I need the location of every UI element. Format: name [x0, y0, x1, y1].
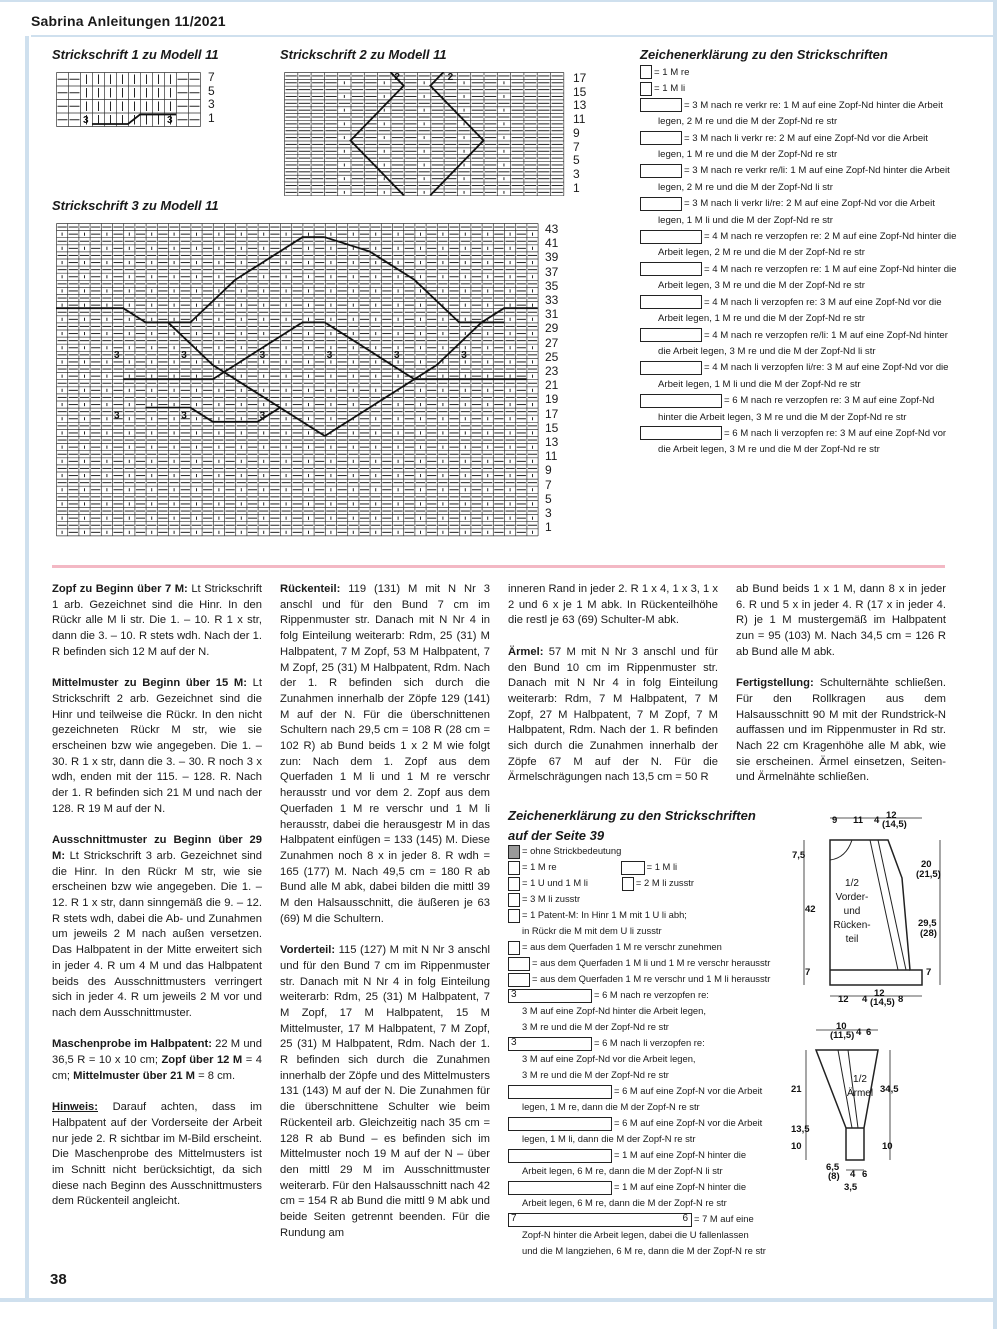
p2tog-icon [622, 877, 634, 891]
legend1-item [640, 393, 960, 409]
row-number: 5 [573, 153, 580, 168]
legend1-text-cont: hinter die Arbeit legen, 3 M re und die M der Zopf-Nd re str [658, 411, 907, 423]
chart2-title: Strickschrift 2 zu Modell 11 [280, 47, 447, 62]
cable-8-label-7: 7 [511, 1212, 517, 1224]
body-top-4: 4 [874, 815, 880, 826]
sleeve-right-10: 10 [882, 1141, 893, 1152]
legend1-text-cont: Arbeit legen, 1 M re und die M der Zopf-Nd re str [658, 313, 865, 325]
legend2-c7c-1: = 1 M auf eine Zopf-N hinter die [614, 1149, 747, 1160]
ausschnitt-heading: Ausschnittmuster zu Beginn über 29 M: [52, 834, 262, 862]
row-number: 11 [545, 449, 558, 464]
body-right-29-5: 29,5 [918, 918, 937, 929]
legend1-item [640, 65, 960, 81]
legend-symbol-icon [640, 131, 682, 145]
chart1-gridlines [57, 73, 201, 127]
maschenprobe-text-b: = 4 cm; [52, 1054, 262, 1082]
legend-symbol-icon [640, 328, 702, 342]
row-number: 3 [573, 166, 580, 181]
cable-6-left-label: 3 [511, 1036, 517, 1048]
legend2-c6r-3: 3 M re und die M der Zopf-Nd re str [522, 1021, 669, 1032]
legend2-title-line2: auf der Seite 39 [508, 828, 605, 843]
chart3-cable-4 [146, 237, 325, 322]
maschenprobe-text-c: = 8 cm. [195, 1069, 236, 1082]
row-number: 17 [545, 406, 559, 421]
row-number: 43 [545, 222, 559, 236]
sleeve-label-2: Ärmel [846, 1088, 874, 1099]
maschenprobe-text-a: 22 M und 36,5 R = 10 x 10 cm; [52, 1038, 262, 1067]
chart1-title: Strickschrift 1 zu Modell 11 [52, 47, 219, 62]
legend-symbol-icon [640, 98, 682, 112]
sleeve-bottom-6: 6 [862, 1169, 868, 1180]
legend1-item [640, 229, 960, 245]
sleeve-bottom-3-5: 3,5 [844, 1182, 858, 1193]
body-right-20: 20 [921, 859, 932, 870]
vorderteil-text: 115 (127) M mit N Nr 3 anschl und für den Bund 7 cm im Rippenmuster str. Danach mit N Nr 4 in folg Einteilung weiterarb: Rdm, 25 (31) M Halbpatent, 7 M Zopf, 17 M Halbpatent, 15 M Mittelmuster, 17 M Halbpatent, 7 M Zopf, 25 (31) M Halbpatent, Rdm. Nach der 1. R befinden sich durch die Zunahmen innerhalb der Zöpfe und des Mittelmusters 131 (143) M auf der N. Die Zunahmen für die überschnittene Schulter wie beim Rückenteil arb. Gleichzeitig nach 35 cm = 128 R ab Bund – es befinden sich im Mittelmuster noch 19 M auf der N – über den mittl 29 M im Ausschnittmuster weiterarb. Für den Halsausschnitt nach 42 cm = 154 R ab Bund die mittl 9 M abk und beide Seiten getrennt beenden. Für die Rundung am [280, 944, 490, 1239]
body-right-28: (28) [920, 928, 937, 939]
chart2-row-numbers [573, 71, 603, 201]
legend2-title-line1: Zeichenerklärung zu den Strickschriften [508, 808, 756, 823]
legend2-grey: = ohne Strickbedeutung [522, 845, 622, 856]
legend2 [508, 843, 773, 1259]
maschenprobe-bold-2: Mittelmuster über 21 M [73, 1069, 195, 1082]
legend2-c8-2: Zopf-N hinter die Arbeit legen, dabei die U fallenlassen [522, 1229, 749, 1240]
chart3-cable-label: 3 [181, 349, 187, 361]
legend2-c6r-2: 3 M auf eine Zopf-Nd hinter die Arbeit legen, [522, 1005, 706, 1016]
body-left-7-5: 7,5 [792, 850, 806, 861]
body-top-11: 11 [853, 815, 864, 826]
chart3-cable-2 [325, 308, 538, 436]
row-number: 1 [208, 110, 215, 125]
row-number: 11 [573, 112, 586, 127]
legend1-text-cont: Arbeit legen, 3 M re und die M der Zopf-Nd re str [658, 280, 865, 292]
legend2-q2: = aus dem Querfaden 1 M li und 1 M re verschr herausstr [532, 957, 771, 968]
sleeve-bottom-6-5: 6,5 [826, 1162, 840, 1173]
section-divider [52, 565, 945, 568]
chart2-cable-right [430, 72, 483, 195]
sleeve-bottom-4: 4 [850, 1169, 856, 1180]
row-number: 7 [208, 70, 215, 84]
row-number: 7 [545, 477, 552, 492]
row-number: 19 [545, 392, 559, 407]
legend2-u-m: = 1 U und 1 M li [522, 877, 588, 888]
sleeve-left-13-5: 13,5 [791, 1124, 810, 1135]
row-number: 29 [545, 321, 559, 336]
legend1-item [640, 262, 960, 278]
legend2-c6l-1: = 6 M nach li verzopfen re: [594, 1037, 705, 1048]
legend1-text-cont: die Arbeit legen, 3 M re und die M der Zopf-Nd li str [658, 345, 876, 357]
sleeve-right-34-5: 34,5 [880, 1084, 899, 1095]
chart1-cable-label: 3 [83, 115, 89, 126]
row-number: 3 [208, 97, 215, 111]
legend1-item [640, 81, 960, 97]
body-schematic [790, 810, 950, 1010]
legend1-item [640, 426, 960, 442]
chart2-cable-label: 2 [394, 72, 400, 83]
text-column-3 [508, 582, 718, 802]
legend2-q3: = aus dem Querfaden 1 M re verschr und 1 M li herausstr [532, 973, 771, 984]
knitting-chart-1 [56, 72, 202, 129]
legend2-title [508, 806, 756, 846]
body-label-2: Vorder- [835, 892, 869, 903]
legend1-text: = 4 M nach re verzopfen re: 1 M auf eine Zopf-Nd hinter die [704, 263, 957, 275]
sleeve-label-1: 1/2 [853, 1074, 867, 1085]
legend1-item [640, 295, 960, 311]
legend2-c7c-2: Arbeit legen, 6 M re, dann die M der Zopf-N li str [522, 1165, 723, 1176]
knit-stitch-icon [508, 861, 520, 875]
chart3-cable-1 [56, 308, 325, 436]
row-number: 15 [573, 84, 587, 99]
legend-symbol-icon [640, 295, 702, 309]
sleeve-top-4: 4 [856, 1027, 862, 1038]
legend1-text: = 3 M nach re verkr re/li: 1 M auf eine Zopf-Nd hinter die Arbeit [684, 165, 950, 177]
legend2-c7d-2: Arbeit legen, 6 M re, dann die M der Zopf-N re str [522, 1197, 727, 1208]
rueckenteil-heading: Rückenteil: [280, 583, 341, 595]
chart3-cable-label: 3 [114, 410, 120, 422]
sleeve-top-6: 6 [866, 1027, 872, 1038]
legend1-text: = 3 M nach li verkr li/re: 2 M auf eine Zopf-Nd vor die Arbeit [684, 198, 935, 210]
row-number: 5 [208, 83, 215, 98]
page-frame-right [993, 0, 997, 1329]
cable-7a-icon [508, 1085, 612, 1099]
col4-intro-text: ab Bund beids 1 x 1 M, dann 8 x in jeder 6. R und 5 x in jeder 4. R (17 x in jeder 4. R) je 1 M mustergemäß im Halbpatent zun = 95 (103) M. Nach 34,5 cm = 126 R ab Bund alle M abk. [736, 583, 946, 658]
row-number: 15 [545, 420, 559, 435]
chart3-title: Strickschrift 3 zu Modell 11 [52, 198, 219, 213]
chart3-cable-label: 3 [394, 349, 400, 361]
chart3-cable-label: 3 [114, 349, 120, 361]
legend1-text: = 1 M li [654, 83, 686, 95]
legend1-item [640, 98, 960, 114]
legend2-c8-1: = 7 M auf eine [694, 1213, 754, 1224]
p3tog-icon [508, 893, 520, 907]
chart3-cable-5 [325, 237, 504, 322]
sleeve-schematic [790, 1020, 910, 1195]
legend1-text: = 6 M nach li verzopfen re: 3 M auf eine Zopf-Nd vor [724, 427, 947, 439]
fertigstellung-heading: Fertigstellung: [736, 677, 814, 690]
knitting-chart-3 [56, 223, 539, 537]
legend1-text: = 3 M nach li verkr re: 2 M auf eine Zopf-Nd vor die Arbeit [684, 132, 928, 144]
text-column-4 [736, 582, 946, 802]
knitting-chart-2 [284, 72, 565, 196]
legend1-text-cont: Arbeit legen, 1 M li und die M der Zopf-Nd re str [658, 378, 861, 390]
legend1-text: = 3 M nach re verkr re: 1 M auf eine Zopf-Nd hinter die Arbeit [684, 99, 943, 111]
page-frame-top [0, 0, 997, 2]
legend2-c7d-1: = 1 M auf eine Zopf-N hinter die [614, 1181, 747, 1192]
row-number: 7 [573, 139, 580, 154]
cable-6-right-label: 3 [511, 988, 517, 1000]
row-number: 33 [545, 293, 559, 307]
chart1-row-numbers [208, 70, 238, 130]
legend1-text: = 6 M nach re verzopfen re: 3 M auf eine Zopf-Nd [724, 395, 935, 407]
legend-symbol-icon [640, 361, 702, 375]
legend2-c6r-1: = 6 M nach re verzopfen re: [594, 989, 709, 1000]
fertigstellung-text: Schulternähte schließen. Für den Rollkragen aus dem Halsausschnitt 90 M mit der Rundstrick-N auffassen und im Rippenmuster in Rd str. Nach 22 cm Kragenhöhe alle M abk, wie sie erscheinen. Ärmel einsetzen, Seiten- und Ärmelnähte schließen. [736, 677, 946, 784]
sleeve-top-11-5: (11,5) [830, 1030, 855, 1041]
body-top-9: 9 [832, 815, 838, 826]
yarnover-icon [508, 877, 520, 891]
mittelmuster-text: Lt Strickschrift 2 arb. Gezeichnet sind die Hinr und teilweise die Rückr. In den nicht gezeichneten Rückr M str, wie sie erscheinen bzw wie angegeben. Die 1. – 30. R 1 x str, dann die 3. – 30. R noch 3 x wdh, enden mit der 115. – 128. R. Nach der 1. R befinden sich 21 M und nach der 128. R 19 M auf der N. [52, 677, 262, 815]
cable-7b-icon [508, 1117, 612, 1131]
body-label-3: und [843, 906, 861, 917]
legend1-item [640, 360, 960, 376]
body-bottom-12b: 12 [874, 988, 885, 999]
legend1-text-cont: Arbeit legen, 2 M re und die M der Zopf-Nd re str [658, 247, 865, 259]
legend2-c7b-2: legen, 1 M li, dann die M der Zopf-N re str [522, 1133, 696, 1144]
sleeve-bottom-8: (8) [828, 1171, 840, 1182]
legend1-text-cont: die Arbeit legen, 3 M re und die M der Zopf-Nd re str [658, 444, 880, 456]
chart3-cable-label: 3 [326, 349, 333, 361]
legend2-patent-1: = 1 Patent-M: In Hinr 1 M mit 1 U li abh; [522, 909, 687, 920]
rueckenteil-text: 119 (131) M mit N Nr 3 anschl und für den Bund 7 cm im Rippenmuster str. Danach mit N Nr 4 in folg Einteilung weiterarb: Rdm, 25 (31) M Halbpatent, 7 M Zopf, 53 M Halbpatent, 7 M Zopf, 25 (31) M Halbpatent, Rdm. Nach der 1. R befinden sich durch die Zunahmen innerhalb der Zöpfe 129 (141) M auf der N. Für die überschnittenen Schultern nach 29,5 cm = 108 R (28 cm = 102 R) ab Bund beids 1 x 2 M wie folgt zun: Nach dem 1. Zopf aus dem Querfaden 1 M li und 1 M re verschr herausstr und vor dem 2. Zopf aus dem Querfaden 1 M re verschr und 1 M li herausstr, dabei die herausgestr M in das Halbpatent einfügen = 133 (145) M. Diese Zunahmen noch 8 x in jeder 8. R wdh = 165 (177) M. Nach 49,5 cm = 180 R ab Bund alle M abk, dabei bilden die mittl 39 M den Halsausschnitt, die äußeren je 63 (69) M die Schultern. [280, 583, 490, 925]
legend2-c6l-3: 3 M re und die M der Zopf-Nd re str [522, 1069, 669, 1080]
maschenprobe-heading: Maschenprobe im Halbpatent: [52, 1038, 212, 1051]
legend1-text: = 4 M nach li verzopfen re: 3 M auf eine Zopf-Nd vor die [704, 296, 942, 308]
body-left-42: 42 [805, 904, 816, 915]
legend2-patent-2: in Rückr die M mit dem U li zusstr [522, 925, 662, 936]
row-number: 9 [545, 463, 552, 478]
legend2-m-re: = 1 M re [522, 861, 557, 872]
legend-symbol-icon [640, 164, 682, 178]
hinweis-heading: Hinweis: [52, 1101, 99, 1114]
page-frame-bottom [0, 1298, 997, 1302]
increase-lp-icon [508, 973, 530, 987]
legend2-c6l-2: 3 M auf eine Zopf-Nd vor die Arbeit legen, [522, 1053, 696, 1064]
body-top-14-5: (14,5) [882, 819, 907, 830]
legend-symbol-icon [640, 394, 722, 408]
legend-symbol-icon [640, 426, 722, 440]
legend1-text: = 1 M re [654, 67, 690, 78]
col3-intro-text: inneren Rand in jeder 2. R 1 x 4, 1 x 3, 1 x 2 und 6 x je 1 M abk. In Rückenteilhöhe die restl je 63 (69) Schulter-M abk. [508, 583, 718, 627]
chart2-cells [286, 76, 563, 194]
legend-symbol-icon [640, 197, 682, 211]
row-number: 3 [545, 506, 552, 520]
chart3-cable-label: 3 [259, 349, 266, 361]
legend1-text: = 4 M nach li verzopfen li/re: 3 M auf eine Zopf-Nd vor die [704, 362, 949, 374]
cable-7c-icon [508, 1149, 612, 1163]
row-number: 27 [545, 335, 559, 350]
cable-8-icon [508, 1213, 692, 1227]
chart1-cable-label: 3 [167, 115, 173, 126]
legend2-2-li: = 2 M li zusstr [635, 877, 695, 888]
row-number: 17 [573, 71, 587, 85]
chart3-cable-label: 3 [259, 410, 266, 422]
sleeve-left-10: 10 [791, 1141, 802, 1152]
patent-stitch-icon [508, 909, 520, 923]
zopf-text: Lt Strickschrift 1 arb. Gezeichnet sind die Hinr. In den Rückr alle M li str. Die 1. – 10. R 1 x str, dann die 3. – 10. R stets wdh. Nach der 1. R befinden sich 12 M auf der N. [52, 583, 262, 658]
text-column-1 [52, 582, 262, 1226]
legend1-text-cont: legen, 1 M re und die M der Zopf-Nd re str [658, 149, 838, 161]
row-number: 13 [545, 435, 559, 449]
row-number: 23 [545, 364, 559, 378]
row-number: 39 [545, 250, 559, 265]
legend1-text: = 4 M nach re verzopfen re: 2 M auf eine Zopf-Nd hinter die [704, 231, 957, 243]
body-bottom-14-5: (14,5) [870, 997, 895, 1008]
row-number: 37 [545, 264, 559, 279]
row-number: 41 [545, 236, 559, 251]
legend2-c7a-2: legen, 1 M re, dann die M der Zopf-N re str [522, 1101, 700, 1112]
legend-symbol-icon [640, 230, 702, 244]
row-number: 35 [545, 278, 559, 293]
header-rule [31, 35, 993, 37]
legend2-q1: = aus dem Querfaden 1 M re verschr zunehmen [522, 941, 722, 952]
page-number: 38 [50, 1271, 67, 1288]
zopf-heading: Zopf zu Beginn über 7 M: [52, 583, 188, 595]
legend2-c7a-1: = 6 M auf eine Zopf-N vor die Arbeit [614, 1085, 763, 1096]
body-label-4: Rücken- [833, 920, 871, 931]
legend2-m-li: = 1 M li [646, 861, 678, 872]
sleeve-outline [816, 1050, 878, 1160]
legend1-item [640, 328, 960, 344]
legend1-item [640, 131, 960, 147]
increase-icon [508, 941, 520, 955]
body-label-1: 1/2 [845, 878, 859, 889]
aermel-text: 57 M mit N Nr 3 anschl und für den Bund 10 cm im Rippenmuster str. Danach mit N Nr 4 in folg Einteilung weiterarb: Rdm, 7 M Halbpatent, 7 M Zopf, 27 M Halbpatent, 7 M Zopf, 7 M Halbpatent, Rdm. Nach der 1. R befinden sich durch die Zunahmen innerhalb der Zöpfe 67 M auf der N. Für die Ärmelschrägungen nach 13,5 cm = 50 R [508, 645, 718, 784]
row-number: 1 [545, 520, 552, 535]
chart3-cable-6 [123, 322, 325, 379]
chart2-cable-left [351, 72, 404, 195]
grey-square-icon [508, 845, 520, 859]
chart3-cable-label: 3 [461, 349, 467, 361]
text-column-2 [280, 582, 490, 1257]
ausschnitt-text: Lt Strickschrift 3 arb. Gezeichnet sind die Hinr. In den Rückr M str, wie sie erscheinen bzw wie angegeben. Die 1. – 12. R 1 x str, dann sinngemäß die 9. – 12. R stets wdh, dabei die Ab- und Zunahmen um jeweils 2 M nach außen versetzen. Das Halbpatent in der Mitte erweitert sich in jeder 4. R um 4 M und das Halbpatent beids des Ausschnittmusters verringert sich in jeder 4. R um jeweils 2 M vor und nach dem Ausschnittmuster. [52, 849, 262, 1019]
page-frame-left [25, 36, 29, 1302]
legend2-c7b-1: = 6 M auf eine Zopf-N vor die Arbeit [614, 1117, 763, 1128]
legend-symbol-icon [640, 65, 652, 79]
legend1-text-cont: legen, 2 M re und die M der Zopf-Nd re str [658, 116, 838, 128]
body-label-5: teil [845, 934, 859, 945]
legend1-text-cont: legen, 1 M li und die M der Zopf-Nd re str [658, 214, 833, 226]
row-number: 13 [573, 98, 587, 113]
hinweis-text: Darauf achten, dass im Halbpatent auf der Vorderseite der Arbeit nur jede 2. R sichtbar im M-Bild erscheint. Die Maschenprobe des Mittelmusters ist im Schnitt nicht berücksichtigt, da sich diese nach Beginn des Ausschnittmusters dem Rückenteil angleicht. [52, 1101, 262, 1208]
body-right-7: 7 [926, 967, 932, 978]
cable-6-right-icon [508, 989, 592, 1003]
body-bottom-4: 4 [862, 994, 868, 1005]
row-number: 9 [573, 125, 580, 140]
cable-8-label-6: 6 [682, 1212, 688, 1224]
body-bottom-12: 12 [838, 994, 849, 1005]
legend-symbol-icon [640, 82, 652, 96]
increase-pl-icon [508, 957, 530, 971]
chart3-row-numbers [545, 222, 575, 542]
purl-stitch-icon [621, 861, 645, 875]
chart3-cable-7 [325, 322, 527, 379]
legend1-item [640, 163, 960, 179]
body-left-7: 7 [805, 967, 811, 978]
legend1-text-cont: legen, 2 M re und die M der Zopf-Nd li str [658, 181, 833, 193]
sleeve-left-21: 21 [791, 1084, 802, 1095]
legend1-text: = 4 M nach re verzopfen re/li: 1 M auf eine Zopf-Nd hinter [704, 329, 948, 341]
vorderteil-heading: Vorderteil: [280, 944, 336, 957]
body-bottom-8: 8 [898, 994, 904, 1005]
row-number: 1 [573, 180, 580, 195]
sleeve-top-10: 10 [836, 1021, 847, 1032]
body-top-12: 12 [886, 810, 897, 821]
row-number: 21 [545, 378, 559, 393]
row-number: 25 [545, 349, 559, 364]
legend1-title: Zeichenerklärung zu den Strickschriften [640, 47, 888, 62]
page-header: Sabrina Anleitungen 11/2021 [31, 13, 226, 29]
row-number: 5 [545, 491, 552, 506]
chart3-cable-label: 3 [181, 410, 187, 422]
cable-6-left-icon [508, 1037, 592, 1051]
cable-7d-icon [508, 1181, 612, 1195]
legend-symbol-icon [640, 262, 702, 276]
row-number: 31 [545, 307, 559, 322]
maschenprobe-bold-1: Zopf über 12 M [161, 1054, 243, 1067]
legend1-item [640, 196, 960, 212]
body-right-21-5: (21,5) [916, 869, 941, 880]
legend1 [640, 65, 960, 459]
mittelmuster-heading: Mittelmuster zu Beginn über 15 M: [52, 677, 247, 690]
chart2-cable-label: 2 [447, 72, 454, 83]
legend2-3-li: = 3 M li zusstr [522, 893, 581, 904]
aermel-heading: Ärmel: [508, 645, 544, 658]
legend2-c8-3: und die M langziehen, 6 M re, dann die M der Zopf-N re str [522, 1245, 766, 1256]
